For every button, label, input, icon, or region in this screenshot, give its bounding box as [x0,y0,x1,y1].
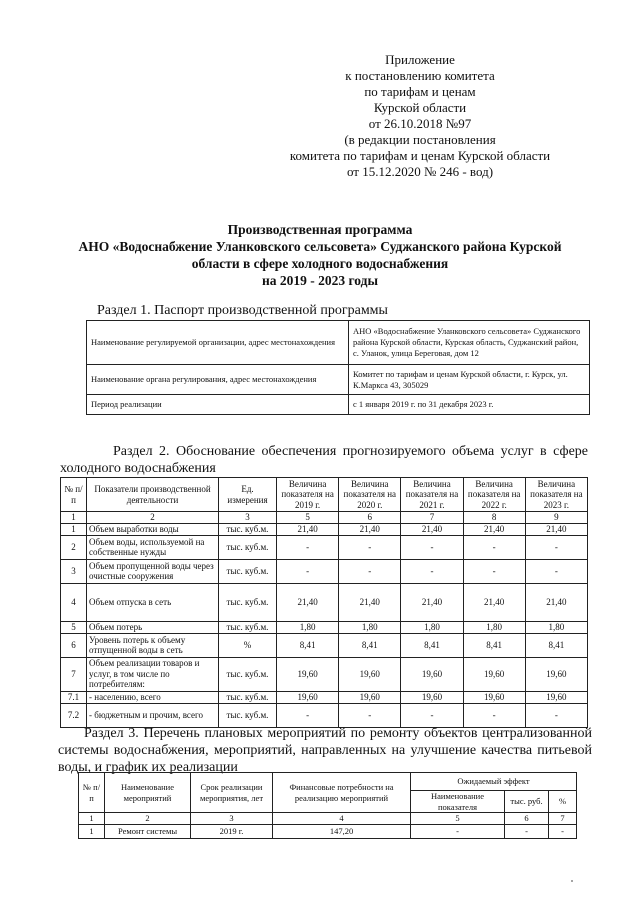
column-header: Величина показателя на 2020 г. [339,478,401,512]
appendix-line: по тарифам и ценам [364,84,476,99]
value-cell: 1,80 [277,621,339,633]
column-header: % [549,791,577,813]
passport-label: Наименование регулируемой организации, адрес местонахождения [87,321,349,365]
unit-cell: тыс. куб.м. [219,621,277,633]
value-cell: - [339,559,401,583]
column-number: 4 [273,813,411,825]
appendix-line: комитета по тарифам и ценам Курской области [289,148,551,163]
value-cell: 21,40 [401,583,463,621]
term-cell: 2019 г. [191,824,273,838]
effect-cell: - [549,824,577,838]
indicators-table [60,477,588,728]
table-row [61,621,588,633]
passport-value: Комитет по тарифам и ценам Курской области, г. Курск, ул. К.Маркса 43, 305029 [349,365,590,395]
value-cell: 21,40 [463,523,525,535]
indicator-name: Объем потерь [87,621,219,633]
column-header: № п/п [79,773,105,813]
row-number: 2 [61,535,87,559]
scan-speck [571,880,573,882]
column-header: Величина показателя на 2019 г. [277,478,339,512]
value-cell: 21,40 [463,583,525,621]
value-cell: 19,60 [463,691,525,703]
value-cell: 21,40 [339,523,401,535]
value-cell: 1,80 [463,621,525,633]
row-number: 4 [61,583,87,621]
indicator-name: Объем пропущенной воды через очистные сооружения [87,559,219,583]
value-cell: 8,41 [463,633,525,657]
column-number: 1 [61,512,87,524]
unit-cell: тыс. куб.м. [219,523,277,535]
column-header: Показатели производственной деятельности [87,478,219,512]
value-cell: 21,40 [339,583,401,621]
value-cell: 8,41 [339,633,401,657]
section3-heading: Раздел 3. Перечень плановых мероприятий по ремонту объектов централизованной системы водоснабжения, мероприятий, направленных на улучшение качества питьевой воды, и график их реализации [58,726,592,775]
indicator-name: - бюджетным и прочим, всего [87,703,219,727]
table-row [61,523,588,535]
column-number: 8 [463,512,525,524]
column-header: Величина показателя на 2021 г. [401,478,463,512]
passport-label: Наименование органа регулирования, адрес местонахождения [87,365,349,395]
row-number: 7.2 [61,703,87,727]
title-line: Производственная программа [227,222,413,237]
value-cell: - [463,703,525,727]
indicator-name: Объем отпуска в сеть [87,583,219,621]
column-number: 7 [401,512,463,524]
value-cell: 21,40 [277,523,339,535]
column-number: 9 [525,512,587,524]
value-cell: 1,80 [525,621,587,633]
effect-cell: - [411,824,505,838]
column-header: Наименование показателя [411,791,505,813]
column-number: 2 [105,813,191,825]
row-number: 6 [61,633,87,657]
table-row [61,535,588,559]
column-number-row [79,813,577,825]
column-header: Величина показателя на 2023 г. [525,478,587,512]
value-cell: - [463,559,525,583]
value-cell: 21,40 [525,583,587,621]
measure-name: Ремонт системы [105,824,191,838]
column-number: 2 [87,512,219,524]
table-row [87,321,590,365]
value-cell: 19,60 [277,657,339,691]
row-number: 7.1 [61,691,87,703]
table-header-row [79,773,577,791]
appendix-line: Курской области [373,100,467,115]
value-cell: - [339,535,401,559]
column-number: 5 [411,813,505,825]
value-cell: 21,40 [525,523,587,535]
title-line: области в сфере холодного водоснабжения [191,256,449,271]
appendix-block [240,52,600,180]
unit-cell: тыс. куб.м. [219,559,277,583]
table-row [87,395,590,415]
column-number: 1 [79,813,105,825]
value-cell: - [525,535,587,559]
value-cell: - [401,559,463,583]
value-cell: - [463,535,525,559]
column-header: Финансовые потребности на реализацию мероприятий [273,773,411,813]
column-header: Срок реализации мероприятия, лет [191,773,273,813]
appendix-line: от 26.10.2018 №97 [368,116,472,131]
unit-cell: тыс. куб.м. [219,583,277,621]
table-header-row [61,478,588,512]
table-row [61,657,588,691]
passport-label: Период реализации [87,395,349,415]
value-cell: 19,60 [277,691,339,703]
indicator-name: - населению, всего [87,691,219,703]
value-cell: 19,60 [463,657,525,691]
value-cell: - [277,559,339,583]
passport-value: с 1 января 2019 г. по 31 декабря 2023 г. [349,395,590,415]
title-line: АНО «Водоснабжение Уланковского сельсовета» Суджанского района Курской [78,239,562,254]
row-number: 1 [61,523,87,535]
value-cell: - [401,703,463,727]
indicator-name: Объем воды, используемой на собственные нужды [87,535,219,559]
column-number: 7 [549,813,577,825]
table-row [61,703,588,727]
column-number: 6 [505,813,549,825]
value-cell: - [525,703,587,727]
table-row [61,691,588,703]
effect-cell: - [505,824,549,838]
column-header: Наименование мероприятий [105,773,191,813]
unit-cell: тыс. куб.м. [219,535,277,559]
column-number: 3 [219,512,277,524]
column-number: 6 [339,512,401,524]
indicator-name: Уровень потерь к объему отпущенной воды в сеть [87,633,219,657]
table-row [79,824,577,838]
column-header: тыс. руб. [505,791,549,813]
row-number: 7 [61,657,87,691]
value-cell: - [277,703,339,727]
table-row [61,559,588,583]
column-header: Ед. измерения [219,478,277,512]
value-cell: 1,80 [339,621,401,633]
value-cell: 19,60 [401,691,463,703]
appendix-line: к постановлению комитета [345,68,495,83]
row-number: 1 [79,824,105,838]
value-cell: 8,41 [401,633,463,657]
value-cell: 8,41 [277,633,339,657]
value-cell: - [525,559,587,583]
column-number: 3 [191,813,273,825]
section1-heading: Раздел 1. Паспорт производственной программы [97,303,388,318]
value-cell: 21,40 [401,523,463,535]
value-cell: - [401,535,463,559]
passport-value: АНО «Водоснабжение Уланковского сельсовета» Суджанского района Курской области, Курская область, Суджанский район, с. Уланок, улица Береговая, дом 12 [349,321,590,365]
value-cell: 8,41 [525,633,587,657]
unit-cell: тыс. куб.м. [219,703,277,727]
table-row [61,583,588,621]
value-cell: 1,80 [401,621,463,633]
column-number: 5 [277,512,339,524]
column-number-row [61,512,588,524]
value-cell: - [277,535,339,559]
value-cell: 19,60 [525,657,587,691]
value-cell: - [339,703,401,727]
finance-cell: 147,20 [273,824,411,838]
value-cell: 21,40 [277,583,339,621]
value-cell: 19,60 [339,691,401,703]
document-title [40,221,600,289]
indicator-name: Объем реализации товаров и услуг, в том числе по потребителям: [87,657,219,691]
title-line: на 2019 - 2023 годы [261,273,379,288]
row-number: 3 [61,559,87,583]
appendix-line: от 15.12.2020 № 246 - вод) [346,164,494,179]
section2-heading: Раздел 2. Обоснование обеспечения прогнозируемого объема услуг в сфере холодного водоснабжения [60,444,588,476]
column-header: № п/п [61,478,87,512]
appendix-line: Приложение [385,52,455,67]
table-row [87,365,590,395]
passport-table [86,320,590,415]
unit-cell: % [219,633,277,657]
measures-table [78,772,577,839]
unit-cell: тыс. куб.м. [219,691,277,703]
row-number: 5 [61,621,87,633]
value-cell: 19,60 [339,657,401,691]
indicator-name: Объем выработки воды [87,523,219,535]
column-header: Величина показателя на 2022 г. [463,478,525,512]
appendix-line: (в редакции постановления [344,132,496,147]
value-cell: 19,60 [525,691,587,703]
table-row [61,633,588,657]
column-header: Ожидаемый эффект [411,773,577,791]
unit-cell: тыс. куб.м. [219,657,277,691]
value-cell: 19,60 [401,657,463,691]
